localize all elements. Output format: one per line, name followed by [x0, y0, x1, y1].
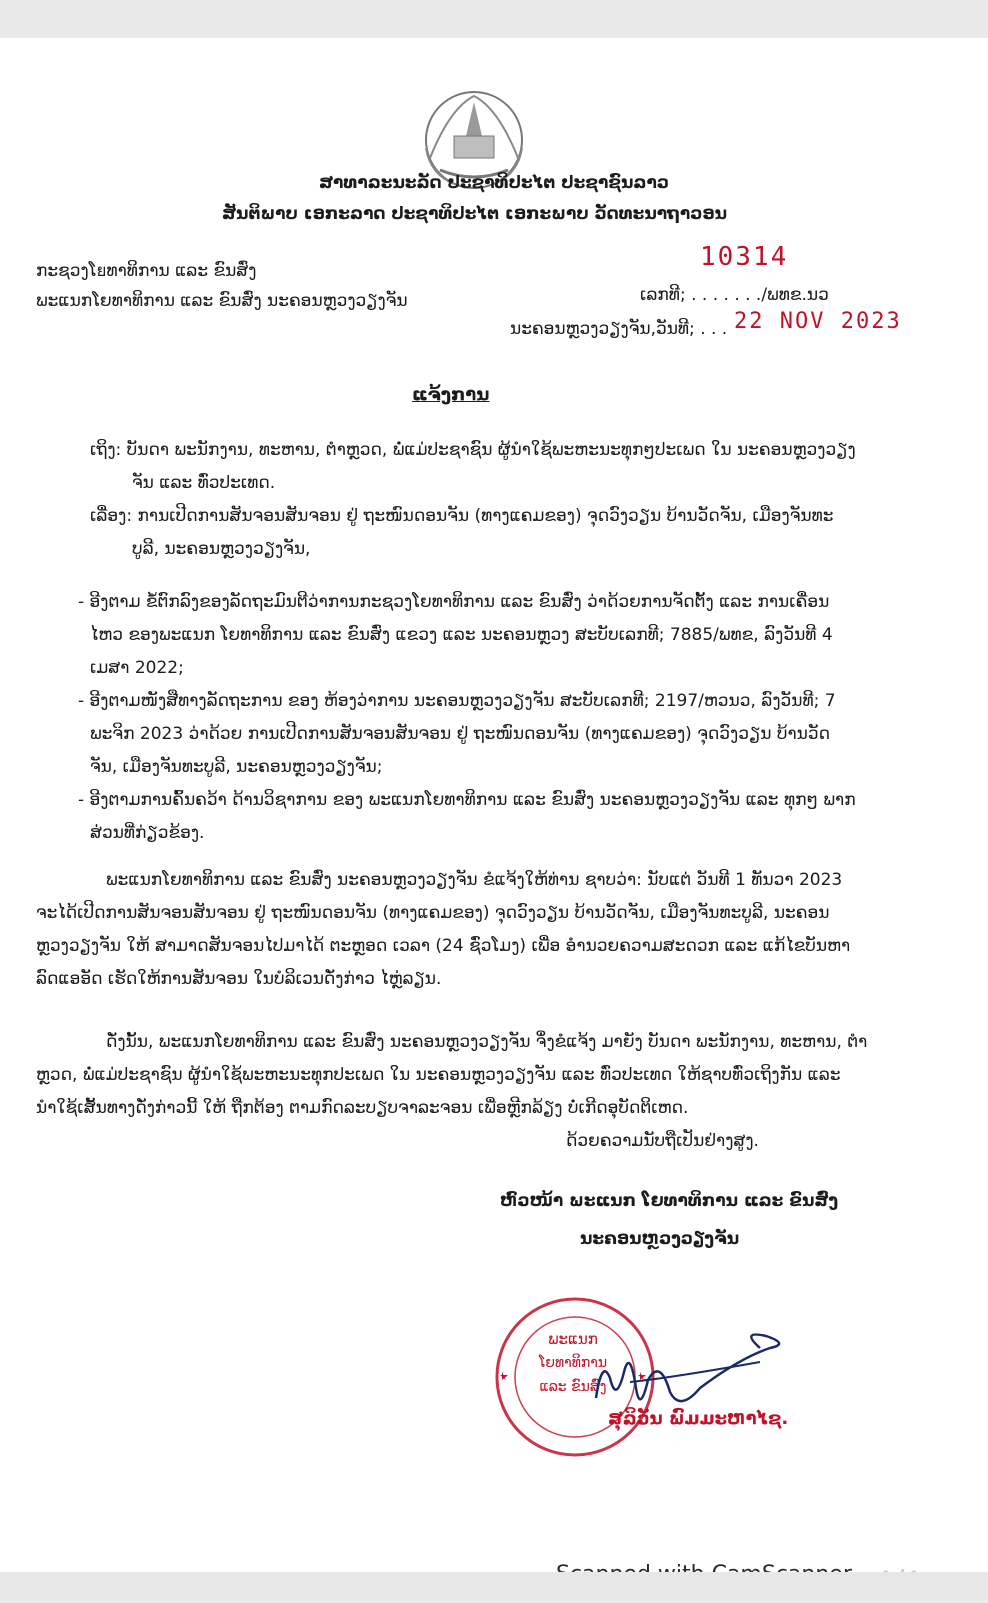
ministry-name: ກະຊວງໂยທາທິການ ແລະ ຂົນສົ່ງ — [36, 261, 257, 281]
reference-line: ຈັນ, ເມືອງຈັນທະບູລີ, ນະຄອນຫຼວງວຽງຈັນ; — [90, 757, 383, 777]
place-date-line: ນະຄອນຫຼວງວຽງຈັນ,ວັນທີ; . . . — [510, 319, 728, 339]
country-name: ສາທາລະນະລັດ ປະຊາທິປະໄຕ ປະຊາຊົນລາວ — [319, 173, 669, 193]
document-page[interactable] — [0, 38, 988, 1572]
stamp-text-line-1: ພະແນກ — [548, 1330, 598, 1348]
reference-line: ໄຫວ ຂອງພະແນກ ໂຍທາທິການ ແລະ ຂົນສົ່ງ ແຂວງ ແລະ ນະຄອນຫຼວງ ສະບັບເລກທີ; 7885/ພທຂ, ລົງວັນທີ 4 — [90, 625, 833, 645]
addressee-line: ຈັນ ແລະ ທົ່ວປະເທດ. — [132, 473, 276, 493]
references-list — [78, 586, 856, 850]
date-handwritten: 22 NOV 2023 — [734, 309, 902, 334]
reference-line: - ອີງຕາມ ຂໍ້ຕົກລົງຂອງລັດຖະມົນຕີວ່າການກະຊວງໂຍທາທິການ ແລະ ຂົນສົ່ງ ວ່າດ້ວຍການຈັດຕັ້ງ ແລະ ການເຄື່ອນ — [78, 592, 830, 612]
viewer-bottom-bar — [0, 1572, 988, 1600]
closing-line: ດ້ວຍຄວາມນັບຖືເປັນຢ່າງສູງ. — [566, 1131, 759, 1151]
reference-item — [78, 586, 856, 685]
stamp-text-line-2: ໂຍທາທິການ — [538, 1355, 608, 1371]
reference-number-line: ເລກທີ; . . . . . . ./ພທຂ.ນວ — [640, 285, 829, 305]
reference-line: - ອີງຕາມການຄົ້ນຄວ້າ ດ້ານວິຊາການ ຂອງ ພະແນກໂຍທາທິການ ແລະ ຂົນສົ່ງ ນະຄອນຫຼວງວຽງຈັນ ແລະ ທຸກໆ ພາກ — [78, 790, 856, 810]
body-paragraph-2 — [36, 1026, 867, 1125]
signer-name: ສຸລິວັນ ພົມມະຫາໄຊ. — [608, 1408, 789, 1429]
stamp-text-line-3: ແລະ ຂົນສົ່ງ — [539, 1379, 607, 1395]
body-line: ຫຼວດ, ພໍ່ແມ່ປະຊາຊົນ ຜູ້ນຳໃຊ້ພະຫະນະທຸກປະເພດ ໃນ ນະຄອນຫຼວງວຽງຈັນ ແລະ ທົ່ວປະເທດ ໃຫ້ຊາບທົ່ວເຖິງກັນ ແລະ — [36, 1065, 841, 1085]
viewer-top-bar — [0, 0, 988, 38]
department-name: ພະແນກໂຍທາທິການ ແລະ ຂົນສົ່ງ ນະຄອນຫຼວງວຽງຈັນ — [36, 291, 408, 311]
notice-title: ແຈ້ງການ — [412, 384, 490, 405]
national-motto: ສັນຕິພາບ ເອກະລາດ ປະຊາທິປະໄຕ ເອກະພາບ ວັດທະນາຖາວອນ — [222, 204, 728, 224]
reference-line: ເມສາ 2022; — [90, 658, 184, 678]
subject — [90, 500, 833, 566]
body-line: ນຳໃຊ້ເສັ້ນທາງດັ່ງກ່າວນີ້ ໃຫ້ ຖືກຕ້ອງ ຕາມກົດລະບຽບຈາລະຈອນ ເພື່ອຫຼີກລ້ຽງ ບໍ່ເກີດອຸບັດຕິເຫດ. — [36, 1098, 689, 1118]
body-line: ລົດແອອັດ ເຮັດໃຫ້ການສັນຈອນ ໃນບໍລິເວນດັ່ງກ່າວ ໄຫຼ່ລຽນ. — [36, 969, 442, 989]
reference-item — [78, 784, 856, 850]
body-line: ຈະໄດ້ເປີດການສັນຈອນສັນຈອນ ຢູ່ ຖະໜົນດອນຈັນ (ທາງແຄມຂອງ) ຈຸດວົງວຽນ ບ້ານວັດຈັນ, ເມືອງຈັນທະບູລີ, ນະຄອນ — [36, 903, 830, 923]
subject-line: ເລື່ອງ: ການເປີດການສັນຈອນສັນຈອນ ຢູ່ ຖະໜົນດອນຈັນ (ທາງແຄມຂອງ) ຈຸດວົງວຽນ ບ້ານວັດຈັນ, ເມືອງຈັນທະ — [90, 506, 834, 526]
reference-line: ສ່ວນທີ່ກ່ຽວຂ້ອງ. — [90, 823, 205, 843]
signer-title-line-2: ນະຄອນຫຼວງວຽງຈັນ — [580, 1229, 740, 1249]
reference-line: ພະຈິກ 2023 ວ່າດ້ວຍ ການເປີດການສັນຈອນສັນຈອນ ຢູ່ ຖະໜົນດອນຈັນ (ທາງແຄມຂອງ) ຈຸດວົງວຽນ ບ້ານວັດ — [90, 724, 830, 744]
body-line: ພະແນກໂຍທາທິການ ແລະ ຂົນສົ່ງ ນະຄອນຫຼວງວຽງຈັນ ຂໍແຈ້ງໃຫ້ທ່ານ ຊາບວ່າ: ນັບແຕ່ ວັນທີ 1 ທັນວາ 2023 — [106, 870, 843, 890]
reference-line: - ອີງຕາມໜັງສືທາງລັດຖະການ ຂອງ ຫ້ອງວ່າການ ນະຄອນຫຼວງວຽງຈັນ ສະບັບເລກທີ; 2197/ຫວນວ, ລົງວັນທີ; 7 — [78, 691, 836, 711]
subject-line: ບູລີ, ນະຄອນຫຼວງວຽງຈັນ, — [132, 539, 311, 559]
reference-item — [78, 685, 856, 784]
reference-number-handwritten: 10314 — [700, 242, 789, 272]
addressee-line: ເຖິງ: ບັນດາ ພະນັກງານ, ທະຫານ, ຕຳຫຼວດ, ພໍ່ແມ່ປະຊາຊົນ ຜູ້ນຳໃຊ້ພະຫະນະທຸກໆປະເພດ ໃນ ນະຄອນຫຼວງວຽງ — [90, 440, 856, 460]
signer-title-line-1: ຫົວໜ້າ ພະແນກ ໂຍທາທິການ ແລະ ຂົນສົ່ງ — [500, 1191, 839, 1211]
body-paragraph-1 — [36, 864, 850, 996]
body-line: ຫຼວງວຽງຈັນ ໃຫ້ ສາມາດສັນຈອນໄປມາໄດ້ ຕະຫຼອດ ເວລາ (24 ຊົ່ວໂມງ) ເພື່ອ ອຳນວຍຄວາມສະດວກ ແລະ ແກ້ໄຂບັນຫາ — [36, 936, 851, 956]
body-line: ດັ່ງນັ້ນ, ພະແນກໂຍທາທິການ ແລະ ຂົນສົ່ງ ນະຄອນຫຼວງວຽງຈັນ ຈຶ່ງຂໍແຈ້ງ ມາຍັງ ບັນດາ ພະນັກງານ, ທະຫານ, ຕຳ — [106, 1032, 868, 1052]
addressee — [90, 434, 856, 500]
